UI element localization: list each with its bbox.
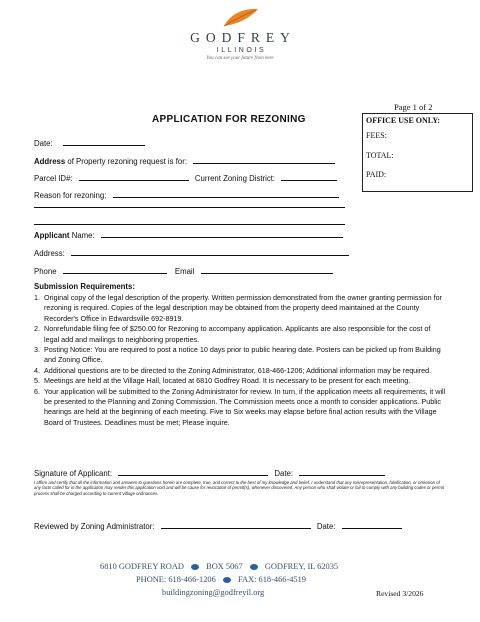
reason-field-line-2[interactable]	[34, 207, 345, 208]
requirement-item: 2. Nonrefundable filing fee of $250.00 for Rezoning to accompany application. Applicants are also responsible for the cost of legal add and mailings to neighboring properties.	[34, 324, 431, 344]
footer-city: GODFREY, IL 62035	[264, 562, 339, 571]
signature-date-label: Date:	[274, 469, 294, 478]
footer-fax: FAX: 618-466-4519	[237, 575, 306, 584]
date-row	[34, 138, 145, 148]
office-total-label: TOTAL:	[366, 151, 394, 160]
office-use-title: OFFICE USE ONLY:	[366, 116, 441, 125]
reviewed-label: Reviewed by Zoning Administrator:	[34, 522, 155, 531]
signature-date-field[interactable]	[299, 468, 385, 476]
requirements-list	[34, 293, 446, 428]
leaf-icon	[218, 6, 262, 28]
property-address-field[interactable]	[193, 156, 335, 164]
address-row	[34, 156, 335, 166]
reviewed-date-label: Date:	[316, 522, 336, 531]
parcel-label: Parcel ID#:	[34, 174, 73, 183]
applicant-address-field[interactable]	[71, 248, 349, 256]
footer-phone-row	[136, 575, 306, 584]
signature-field[interactable]	[118, 468, 268, 476]
bullet-icon	[191, 564, 199, 570]
reviewed-row	[34, 521, 402, 531]
applicant-address-row	[34, 248, 349, 258]
bullet-icon	[250, 564, 258, 570]
email-label: Email	[174, 267, 195, 276]
signature-label: Signature of Applicant:	[34, 469, 113, 478]
applicant-label-bold: Applicant	[34, 231, 70, 240]
requirement-item: 3. Posting Notice: You are required to post a notice 10 days prior to public hearing date. Posters can be picked up from Building and Zoning Office.	[34, 345, 441, 365]
applicant-row	[34, 230, 343, 240]
footer-email-row	[162, 588, 264, 597]
page-number: Page 1 of 2	[394, 102, 433, 112]
date-label: Date:	[34, 139, 53, 148]
revised-date: Revised 3/2026	[376, 589, 424, 598]
footer-address-row	[100, 562, 338, 571]
current-zoning-label: Current Zoning District:	[194, 174, 276, 183]
applicant-label-rest: Name:	[71, 231, 95, 240]
current-zoning-field[interactable]	[281, 173, 337, 181]
reason-field-line-3[interactable]	[34, 224, 345, 225]
reason-row	[34, 190, 339, 200]
reviewer-field[interactable]	[161, 521, 311, 529]
affirmation-text: I affirm and certify that all the information and answers to questions herein are complete, true, and correct to the best of my knowledge and belief. I understand that any misrepresentation, falsification, or omission of any facts called for in the application may render this application void and will be cause for revocation of permit(s), whenever discovered. Any person who shall violate or fail to comply with any building codes or permit process shall be charged according to current Village ordinances.	[34, 480, 444, 496]
parcel-field[interactable]	[79, 173, 189, 181]
logo-state: ILLINOIS	[216, 47, 267, 54]
footer-phone: PHONE: 618-466-1206	[136, 575, 216, 584]
form-title: APPLICATION FOR REZONING	[152, 114, 306, 125]
requirements-heading: Submission Requirements:	[34, 282, 135, 291]
footer-email[interactable]: buildingzoning@godfreyil.org	[162, 588, 265, 597]
logo-name: GODFREY	[190, 30, 296, 45]
address-label-bold: Address	[34, 157, 66, 166]
requirement-item: 4. Additional questions are to be directed to the Zoning Administrator, 618-466-1206; Additional information may be required.	[34, 365, 432, 375]
email-field[interactable]	[201, 266, 333, 274]
office-fees-label: FEES:	[366, 131, 387, 140]
date-field[interactable]	[63, 138, 145, 146]
requirement-item: 6. Your application will be submitted to the Zoning Administrator for review. In turn, if the application meets all requirements, it will be presented to the Planning and Zoning Commission. The Commission meets once a month to consider applications. Public hearings are held at the beginning of each meeting. Five to Six weeks may elapse before final action results with the Village Board of Trustees. Deadlines must be met; Please inquire.	[34, 386, 446, 427]
office-paid-label: PAID:	[366, 170, 387, 179]
phone-field[interactable]	[63, 266, 167, 274]
bullet-icon	[223, 577, 231, 583]
requirement-item: 5. Meetings are held at the Village Hall, located at 6810 Godfrey Road. It is necessary to be present for each meeting.	[34, 376, 411, 386]
reason-field[interactable]	[113, 190, 339, 198]
godfrey-logo	[166, 6, 314, 61]
reviewed-date-field[interactable]	[342, 521, 402, 529]
applicant-address-label: Address:	[34, 249, 65, 258]
address-label-rest: of Property rezoning request is for:	[67, 157, 187, 166]
parcel-row	[34, 173, 337, 183]
footer-address: 6810 GODFREY ROAD	[100, 562, 184, 571]
office-use-box	[362, 113, 473, 192]
signature-row	[34, 468, 385, 478]
footer-box: BOX 5067	[206, 562, 243, 571]
logo-tagline: You can see your future from here	[206, 56, 274, 61]
phone-label: Phone	[34, 267, 57, 276]
requirement-item: 1. Original copy of the legal description of the property. Written permission demonstrated from the owner granting permission for rezoning is required. Copies of the legal description may be obtained from the property deed maintained at the County Recorder's Office in Edwardsville 692-8919.	[34, 293, 443, 323]
reason-label: Reason for rezoning:	[34, 191, 107, 200]
applicant-name-field[interactable]	[101, 230, 343, 238]
phone-email-row	[34, 266, 333, 276]
